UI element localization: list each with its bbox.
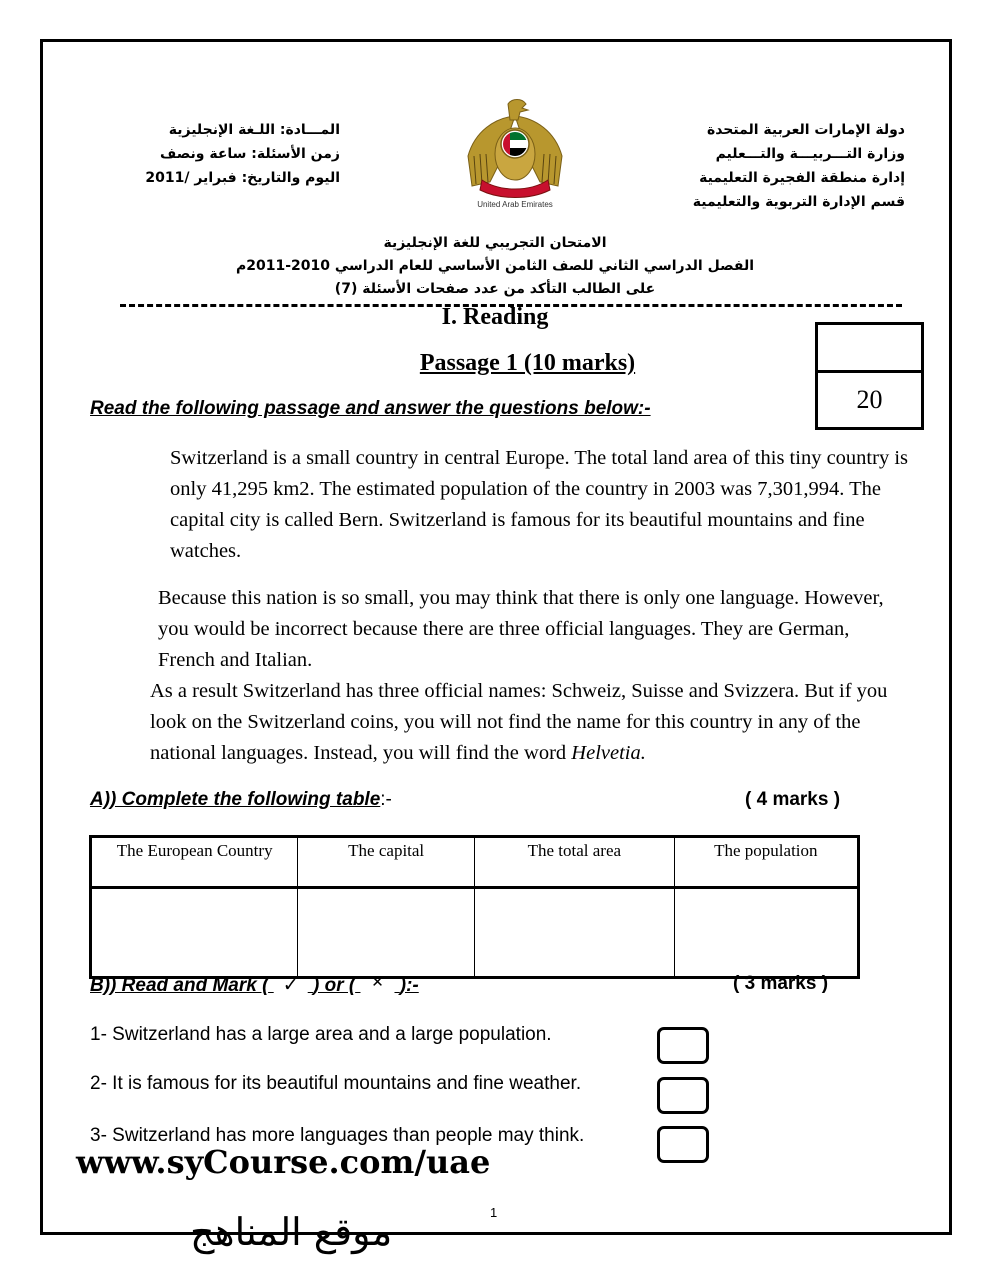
score-box [815,322,924,430]
table-row [91,888,859,978]
exam-title-line-3: على الطالب التأكد من عدد صفحات الأسئلة (7) [334,281,656,297]
answer-box-1[interactable] [657,1027,709,1064]
passage-paragraph-1 [90,443,910,567]
header-ministry-info [640,118,905,214]
part-b-title-suffix: ):- [399,975,419,996]
statement-3: 3- Switzerland has more languages than people may think. [90,1125,585,1146]
helvetia-word: Helvetia. [571,742,646,764]
answer-cell-population[interactable] [674,888,858,978]
page-number: 1 [490,1205,498,1220]
passage-paragraphs-2-3 [90,583,910,769]
exam-title-line-1: الامتحان التجريبي للغة الإنجليزية [383,235,607,251]
emblem-caption: United Arab Emirates [477,200,553,209]
answer-cell-area[interactable] [474,888,674,978]
zone-line: إدارة منطقة الفجيرة التعليمية [699,170,905,186]
check-icon: ✓ [282,975,299,996]
statement-2: 2- It is famous for its beautiful mountains and fine weather. [90,1073,582,1094]
part-b-title-middle: ) or ( [312,975,356,996]
section-title: I. Reading [441,304,549,330]
part-a-title-suffix: :- [380,789,392,810]
country-line: دولة الإمارات العربية المتحدة [706,122,905,138]
table-header-country: The European Country [91,837,298,888]
date-line: اليوم والتاريخ: فبراير /2011 [145,170,340,186]
arabic-watermark: موقع المناهج [190,1210,393,1254]
part-b-marks: ( 3 marks ) [733,973,829,994]
header-subject-info [140,118,340,190]
paragraph-2-text: Because this nation is so small, you may think that there is only one language. However, you would be incorrect because there are three official languages. They are German, French and Italian. [158,587,884,671]
cross-icon: ✕ [371,974,384,991]
paragraph-3 [90,676,910,769]
info-table [89,835,860,979]
reading-instruction: Read the following passage and answer the questions below:- [90,398,651,419]
table-header-population: The population [674,837,858,888]
exam-title-line-2: الفصل الدراسي الثاني للصف الثامن الأساسي للعام الدراسي 2010-2011م [235,258,755,274]
table-header-capital: The capital [298,837,475,888]
part-a-marks: ( 4 marks ) [745,789,841,810]
score-obtained-cell[interactable] [818,325,921,373]
answer-box-2[interactable] [657,1077,709,1114]
passage-title: Passage 1 (10 marks) [419,350,636,376]
duration-line: زمن الأسئلة: ساعة ونصف [160,146,340,162]
paragraph-3-text: As a result Switzerland has three official names: Schweiz, Suisse and Svizzera. But if you look on the Switzerland coins, you will not find the name for this country in any of the national languages. Instead, you will find the word [150,680,888,764]
part-a-title-text: A)) Complete the following table [90,789,381,810]
answer-box-3[interactable] [657,1126,709,1163]
table-header-area: The total area [474,837,674,888]
uae-emblem-icon [460,96,570,200]
answer-cell-capital[interactable] [298,888,475,978]
statement-1: 1- Switzerland has a large area and a large population. [90,1024,552,1045]
ministry-line: وزارة التـــربيـــة والتـــعليم [715,146,905,162]
answer-cell-country[interactable] [91,888,298,978]
uae-emblem [460,96,570,212]
exam-title [200,232,790,301]
site-watermark: www.syCourse.com/uae [76,1143,491,1181]
part-a-title [90,789,392,811]
table-header-row [91,837,859,888]
paragraph-1-text: Switzerland is a small country in central Europe. The total land area of this tiny country is only 41,295 km2. The estimated population of the country in 2003 was 7,301,994. The capital city is called Bern. Switzerland is famous for its beautiful mountains and fine watches. [170,447,908,562]
part-b-title [90,973,419,997]
score-total: 20 [856,385,883,414]
subject-line: المـــادة: اللـغة الإنجليزية [168,122,340,138]
department-line: قسم الإدارة التربوية والتعليمية [692,194,905,210]
part-b-title-prefix: B)) Read and Mark ( [90,975,269,996]
